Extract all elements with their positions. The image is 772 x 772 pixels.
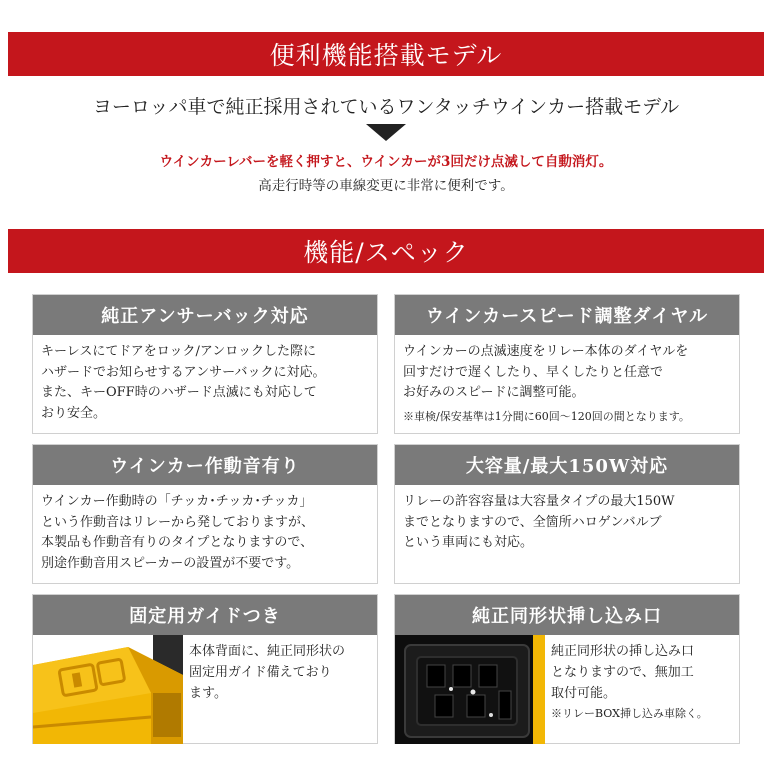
intro-description-text: 高走行時等の車線変更に非常に便利です。	[258, 178, 514, 194]
down-triangle-icon	[366, 124, 406, 141]
card-title: ウインカー作動音有り	[33, 445, 377, 485]
card-title: 固定用ガイドつき	[33, 595, 377, 635]
card-note: ※車検/保安基準は1分間に60回～120回の間となります。	[403, 409, 690, 423]
card-body	[395, 485, 739, 554]
card-body	[33, 335, 377, 424]
card-body	[33, 485, 377, 574]
card-text-line: という車両にも対応。	[403, 535, 534, 550]
card-text-line: という作動音はリレーから発しておりますが、	[41, 514, 315, 530]
card-body	[189, 641, 373, 704]
card-text-line: 別途作動音用スピーカーの設置が不要です。	[41, 555, 300, 571]
card-text-line: 取付可能。	[551, 686, 617, 701]
intro-highlight-text: ウインカーレバーを軽く押すと、ウインカーが3回だけ点滅して自動消灯。	[159, 154, 613, 170]
card-text-line: キーレスにてドアをロック/アンロックした際に	[41, 344, 317, 359]
card-text-line: ウインカーの点滅速度をリレー本体のダイヤルを	[403, 344, 689, 359]
card-text-line: 回すだけで遅くしたり、早くしたりと任意で	[403, 364, 664, 380]
card-title: 純正同形状挿し込み口	[395, 595, 739, 635]
card-text-line: ます。	[189, 686, 227, 701]
feature-card-capacity	[394, 444, 740, 584]
card-text-line: 固定用ガイド備えており	[189, 665, 332, 680]
card-text-line: また、キーOFF時のハザード点滅にも対応して	[41, 385, 317, 400]
feature-card-speed-dial	[394, 294, 740, 434]
card-text-line: となりますので、無加工	[551, 665, 694, 680]
feature-card-sound	[32, 444, 378, 584]
card-text-line: リレーの許容容量は大容量タイプの最大150W	[403, 494, 675, 509]
card-body	[395, 335, 739, 427]
section-title: 機能/スペック	[303, 238, 469, 267]
card-title: 大容量/最大150W対応	[395, 445, 739, 485]
feature-card-guide	[32, 594, 378, 744]
socket-image	[395, 635, 545, 744]
card-text-line: ウインカー作動時の「チッカ･チッカ･チッカ」	[41, 494, 313, 509]
card-body	[551, 641, 735, 724]
card-text-line: 純正同形状の挿し込み口	[551, 644, 695, 659]
card-title: ウインカースピード調整ダイヤル	[395, 295, 739, 335]
card-text-line: 本製品も作動音有りのタイプとなりますので、	[41, 535, 314, 550]
section-banner-specs	[8, 229, 764, 273]
card-text-line: 本体背面に、純正同形状の	[189, 644, 346, 659]
feature-card-answerback	[32, 294, 378, 434]
card-text-line: おり安全。	[41, 405, 107, 421]
intro-headline: ヨーロッパ車で純正採用されているワンタッチウインカー搭載モデル	[92, 96, 680, 118]
section-banner-features	[8, 32, 764, 76]
section-title: 便利機能搭載モデル	[269, 41, 503, 70]
product-back-image	[33, 635, 183, 744]
card-text-line: までとなりますので、全箇所ハロゲンバルブ	[403, 514, 662, 530]
feature-card-socket	[394, 594, 740, 744]
card-text-line: お好みのスピードに調整可能。	[403, 385, 585, 400]
card-title: 純正アンサーバック対応	[33, 295, 377, 335]
card-text-line: ハザードでお知らせするアンサーバックに対応。	[41, 364, 326, 380]
card-note: ※リレーBOX挿し込み車除く。	[551, 707, 708, 720]
